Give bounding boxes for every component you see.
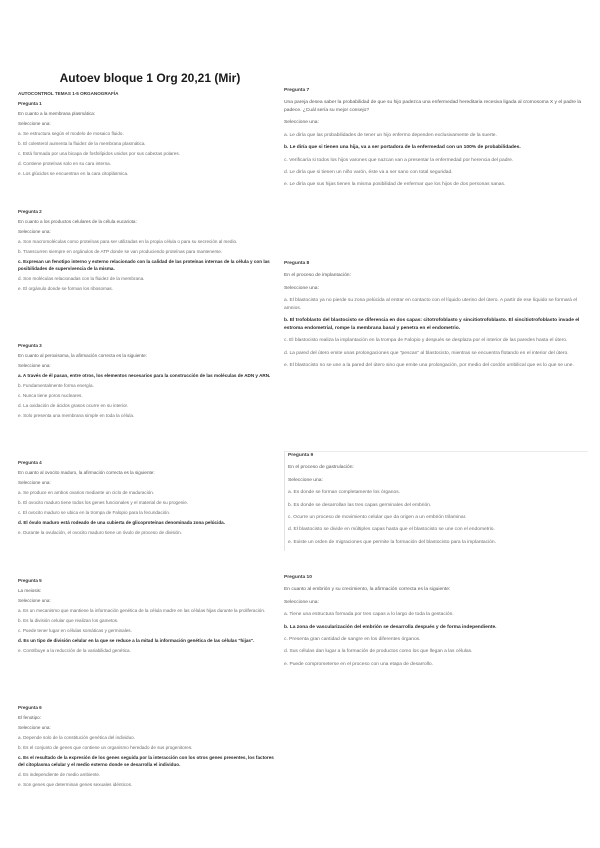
question-10 [284, 574, 584, 673]
question-label: Pregunta 10 [284, 575, 312, 580]
select-one-label: Seleccione una: [18, 228, 51, 234]
option-e[interactable]: e. Existe un orden de migraciones que permite la formación del blastocisto para la implantación. [288, 539, 496, 545]
question-label: Pregunta 5 [18, 578, 42, 583]
question-7 [284, 87, 584, 194]
option-d[interactable]: d. El óvulo maduro está rodeado de una cubierta de glicoproteínas denominada zona pelúcida. [18, 519, 226, 525]
section-header-block [18, 91, 280, 101]
question-label: Pregunta 7 [284, 88, 310, 93]
option-a[interactable]: a. Es donde se forman completamente los órganos. [288, 490, 401, 496]
question-label: Pregunta 2 [18, 209, 42, 214]
question-prompt: En cuanto a la membrana plasmática: [18, 110, 96, 116]
option-b[interactable]: b. Fundamentalmente forma energía. [18, 382, 94, 388]
option-c[interactable]: c. Presenta gran cantidad de sangre en los diferentes órganos. [284, 636, 421, 642]
question-label: Pregunta 1 [18, 101, 42, 106]
question-6 [18, 705, 280, 792]
option-a[interactable]: a. Se produce en ambos ovarios mediante un ciclo de maduración. [18, 489, 155, 495]
question-label: Pregunta 4 [18, 460, 42, 465]
document-title: Autoev bloque 1 Org 20,21 (Mir) [59, 71, 241, 85]
question-label: Pregunta 8 [284, 261, 310, 266]
option-c[interactable]: c. Ocurre un proceso de movimiento celular que da origen a un embrión trilaminar. [288, 514, 467, 520]
select-one-label: Seleccione una: [18, 479, 51, 485]
option-c[interactable]: c. El blastocisto realiza la implantación en la trompa de Falopio y después se desplaza por el interior de las paredes hasta el útero. [284, 338, 568, 344]
select-one-label: Seleccione una: [284, 599, 319, 605]
option-e[interactable]: e. Los glúcidos se encuentran en la cara citoplásmica. [18, 170, 129, 176]
option-b[interactable]: b. Es el conjunto de genes que contiene un organismo heredado de sus progenitores. [18, 744, 193, 750]
question-prompt: En cuanto a los productos celulares de la célula eucariota: [18, 218, 137, 224]
option-b[interactable]: b. El ovocito maduro tiene todos los genes funcionales y el material de su progenie. [18, 499, 189, 505]
option-b[interactable]: b. Es la división celular que realizan los gametos. [18, 617, 119, 623]
option-e[interactable]: e. Puede comprometerse en el proceso con una etapa de desarrollo. [284, 661, 433, 667]
option-b[interactable]: b. Le diría que si tienen una hija, va a ser portadora de la enfermedad con un 100% de probabilidades. [284, 145, 521, 151]
option-d[interactable]: d. Son moléculas relacionadas con la fluidez de la membrana. [18, 275, 145, 281]
option-e[interactable]: e. El blastocisto no se une a la pared del útero sino que emite una prolongación, por medio del cordón umbilical que es lo que se une. [284, 362, 574, 368]
option-a[interactable]: a. Son macromoléculas como proteínas para ser utilizadas en la propia célula o para su secreción al medio. [18, 238, 238, 244]
option-d[interactable]: d. La oxidación de ácidos grasos ocurre en su interior. [18, 402, 129, 408]
option-e[interactable]: e. Son genes que determinan genes sexuales idénticos. [18, 781, 133, 787]
option-c[interactable]: c. Expresan un fenotipo interno y externo relacionado con la calidad de las proteínas internas de la célula y con las posibilidades de supervivencia de la misma. [18, 258, 270, 271]
option-b[interactable]: b. Transcurren siempre en orgánulos de ATP donde se van produciendo proteínas para mantenerse. [18, 248, 223, 254]
question-5 [18, 578, 280, 658]
option-e[interactable]: e. Durante la ovulación, el ovocito maduro tiene un óvulo de proceso de división. [18, 529, 182, 535]
select-one-label: Seleccione una: [18, 362, 51, 368]
option-d[interactable]: d. Sus células dan lugar a la formación de productos como los que llegan a las células. [284, 649, 473, 655]
question-prompt: El fenotipo: [18, 714, 41, 720]
option-a[interactable]: a. Le diría que las probabilidades de tener un hijo enfermo dependen exclusivamente de la suerte. [284, 132, 497, 138]
question-prompt: La meiosis: [18, 587, 42, 593]
question-label: Pregunta 3 [18, 343, 42, 348]
option-d[interactable]: d. Contiene proteínas solo en su cara interna. [18, 160, 111, 166]
option-c[interactable]: c. Es el resultado de la expresión de los genes seguida por la interacción con los otros genes presentes, los factores del citoplasma celular y el medio externo donde se desarrolla el individuo. [18, 754, 274, 767]
option-d[interactable]: d. La pared del útero emite unas prolongaciones que "pescan" al blastocisto, mientras se encuentra flotando en el interior del útero. [284, 350, 569, 356]
question-label: Pregunta 6 [18, 705, 42, 710]
option-e[interactable]: e. El orgánulo donde se forman los ribosomas. [18, 285, 113, 291]
option-e[interactable]: e. Solo presenta una membrana simple en toda la célula. [18, 412, 135, 418]
option-e[interactable]: e. Le diría que sus hijas tienen la misma posibilidad de enfermar que los hijos de dos personas sanas. [284, 182, 506, 188]
question-prompt: En cuanto al embrión y su crecimiento, la afirmación correcta es la siguiente: [284, 587, 451, 593]
option-b[interactable]: b. La zona de vascularización del embrión se desarrolla después y de forma independiente. [284, 624, 497, 630]
select-one-label: Seleccione una: [284, 120, 319, 126]
question-2 [18, 209, 280, 296]
question-9 [284, 451, 588, 551]
section-header: AUTOCONTROL TEMAS 1-5 ORGANOGRAFÍA [18, 91, 119, 96]
option-b[interactable]: b. Es donde se desarrollan las tres capas germinales del embrión. [288, 502, 432, 508]
question-4 [18, 460, 280, 540]
option-c[interactable]: c. El ovocito maduro se ubica en la trompa de Falopio para la fecundación. [18, 509, 171, 515]
select-one-label: Seleccione una: [18, 120, 51, 126]
question-8 [284, 260, 584, 374]
option-c[interactable]: c. Está formada por una bicapa de fosfolípidos unidos por sus cabezas polares. [18, 150, 180, 156]
question-3 [18, 343, 280, 423]
select-one-label: Seleccione una: [18, 597, 51, 603]
question-prompt: En cuanto al ovocito maduro, la afirmación correcta es la siguiente: [18, 469, 155, 475]
option-a[interactable]: a. A través de él pasan, entre otros, los elementos necesarios para la construcción de las moléculas de ADN y ARN. [18, 372, 271, 378]
question-label: Pregunta 9 [288, 453, 314, 458]
option-a[interactable]: a. El blastocisto ya no pierde su zona pelúcida al entrar en contacto con el líquido uterino del útero. A partir de ese líquido se formará el amnios. [284, 298, 578, 311]
option-a[interactable]: a. Tiene una estructura formada por tres capas a lo largo de toda la gestación. [284, 612, 454, 618]
select-one-label: Seleccione una: [288, 477, 323, 483]
option-d[interactable]: d. Es un tipo de división celular en la que se reduce a la mitad la información genética de las células "hijas". [18, 637, 255, 643]
option-d[interactable]: d. Es independiente de medio ambiente. [18, 771, 101, 777]
question-prompt: En cuanto al peroxisoma, la afirmación correcta es la siguiente: [18, 352, 147, 358]
question-prompt: En el proceso de implantación: [284, 273, 351, 279]
select-one-label: Seleccione una: [18, 724, 51, 730]
option-a[interactable]: a. Depende solo de la constitución genética del individuo. [18, 734, 135, 740]
option-b[interactable]: b. El colesterol aumenta la fluidez de la membrana plasmática. [18, 140, 146, 146]
option-c[interactable]: c. Verificaría si todos los hijos varones que nazcan van a presentar la enfermedad por herencia del padre. [284, 157, 514, 163]
option-a[interactable]: a. Se estructura según el modelo de mosaico fluido. [18, 130, 124, 136]
option-a[interactable]: a. Es un mecanismo que mantiene la información genética de la célula madre en las células hijas durante la proliferación. [18, 607, 266, 613]
question-prompt: En el proceso de gastrulación: [288, 465, 354, 471]
option-b[interactable]: b. El trofoblasto del blastocisto se diferencia en dos capas: citotrofoblasto y sincitiotrofoblasto. El sincitiotrofoblasto invade el estroma endometrial, rompe la membrana basal y penetra en el endometrio. [284, 318, 580, 331]
option-d[interactable]: d. El blastocisto se divide en múltiples capas hasta que el blastocisto se une con el endometrio. [288, 527, 495, 533]
option-e[interactable]: e. Contribuye a la reducción de la variabilidad genética. [18, 647, 131, 653]
option-c[interactable]: c. Puede tener lugar en células somáticas y germinales. [18, 627, 132, 633]
option-d[interactable]: d. Le diría que si tienen un niño varón, éste va a ser sano con total seguridad. [284, 169, 453, 175]
select-one-label: Seleccione una: [284, 285, 319, 291]
question-prompt: Una pareja desea saber la probabilidad de que su hijo padezca una enfermedad hereditaria recesiva ligada al cromosoma X y el padre la padece. ¿Cuál sería su mejor consejo? [284, 100, 582, 113]
option-c[interactable]: c. Nunca tiene poros nucleares. [18, 392, 83, 398]
question-1 [18, 101, 280, 181]
